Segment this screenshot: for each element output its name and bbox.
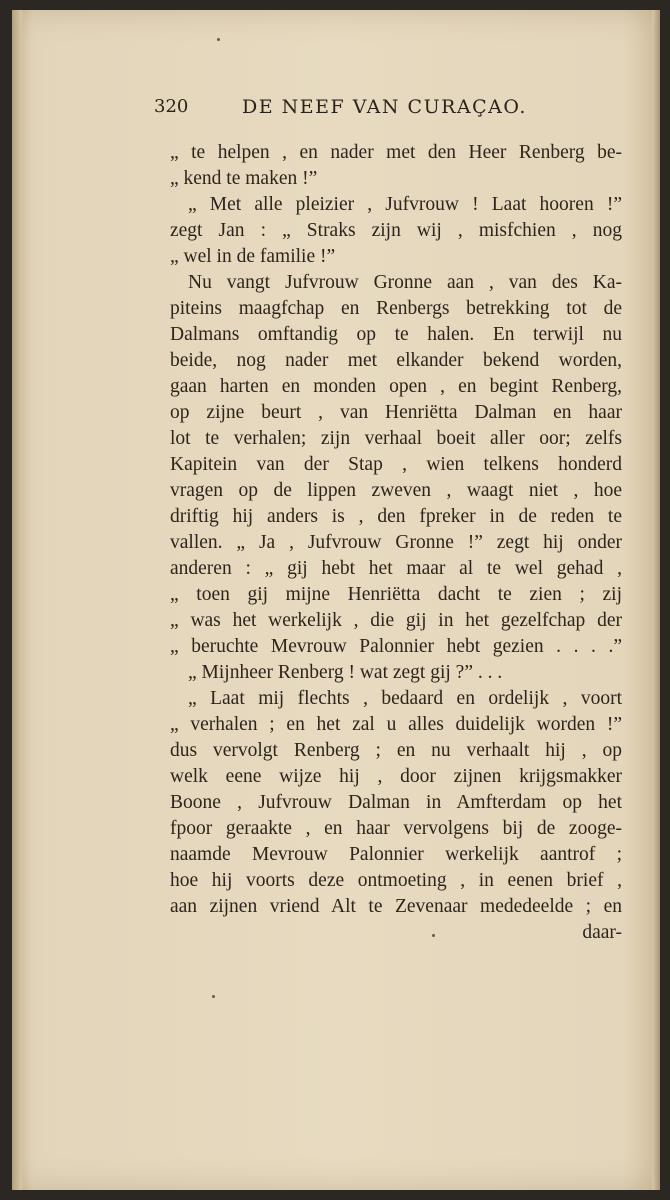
text-line: „ was het werkelijk , die gij in het gezelfchap der: [170, 610, 622, 631]
text-line: „ kend te maken !”: [170, 168, 318, 189]
text-line: aan zijnen vriend Alt te Zevenaar mededeelde ; en: [170, 896, 622, 917]
body-text: [170, 140, 622, 946]
text-line: Kapitein van der Stap , wien telkens honderd: [170, 454, 622, 475]
paper-speck: [432, 934, 435, 937]
page-number: 320: [154, 96, 189, 117]
text-line: welk eene wijze hij , door zijnen krijgsmakker: [170, 766, 622, 787]
catchword: daar-: [582, 922, 622, 943]
text-line: Nu vangt Jufvrouw Gronne aan , van des Ka-: [188, 272, 622, 293]
paper-speck: [212, 995, 215, 998]
page-header: [154, 96, 624, 126]
text-line: „ beruchte Mevrouw Palonnier hebt gezien . . . .”: [170, 636, 622, 657]
text-line: hoe hij voorts deze ontmoeting , in eenen brief ,: [170, 870, 622, 891]
text-line: vallen. „ Ja , Jufvrouw Gronne !” zegt hij onder: [170, 532, 622, 553]
book-page: [12, 10, 660, 1190]
paper-speck: [217, 38, 220, 41]
text-line: zegt Jan : „ Straks zijn wij , misfchien , nog: [170, 220, 622, 241]
text-line: „ Mijnheer Renberg ! wat zegt gij ?” . . .: [188, 662, 503, 683]
text-line: naamde Mevrouw Palonnier werkelijk aantrof ;: [170, 844, 622, 865]
text-line: Dalmans omftandig op te halen. En terwijl nu: [170, 324, 622, 345]
text-line: piteins maagfchap en Renbergs betrekking tot de: [170, 298, 622, 319]
text-line: fpoor geraakte , en haar vervolgens bij de zooge-: [170, 818, 622, 839]
text-line: „ verhalen ; en het zal u alles duidelijk worden !”: [170, 714, 622, 735]
text-line: „ Laat mij flechts , bedaard en ordelijk , voort: [188, 688, 622, 709]
running-head: DE NEEF VAN CURAÇAO.: [242, 96, 527, 118]
text-line: gaan harten en monden open , en begint Renberg,: [170, 376, 622, 397]
text-line: op zijne beurt , van Henriëtta Dalman en haar: [170, 402, 622, 423]
text-line: „ wel in de familie !”: [170, 246, 336, 267]
text-line: „ te helpen , en nader met den Heer Renberg be-: [170, 142, 622, 163]
text-line: „ Met alle pleizier , Jufvrouw ! Laat hooren !”: [188, 194, 622, 215]
text-line: driftig hij anders is , den fpreker in de reden te: [170, 506, 622, 527]
text-line: lot te verhalen; zijn verhaal boeit aller oor; zelfs: [170, 428, 622, 449]
text-line: anderen : „ gij hebt het maar al te wel gehad ,: [170, 558, 622, 579]
text-line: beide, nog nader met elkander bekend worden,: [170, 350, 622, 371]
page-edge: [652, 10, 660, 1190]
text-line: Boone , Jufvrouw Dalman in Amfterdam op het: [170, 792, 622, 813]
text-line: „ toen gij mijne Henriëtta dacht te zien ; zij: [170, 584, 622, 605]
text-line: dus vervolgt Renberg ; en nu verhaalt hij , op: [170, 740, 622, 761]
text-line: vragen op de lippen zweven , waagt niet , hoe: [170, 480, 622, 501]
page-gutter: [12, 10, 22, 1190]
